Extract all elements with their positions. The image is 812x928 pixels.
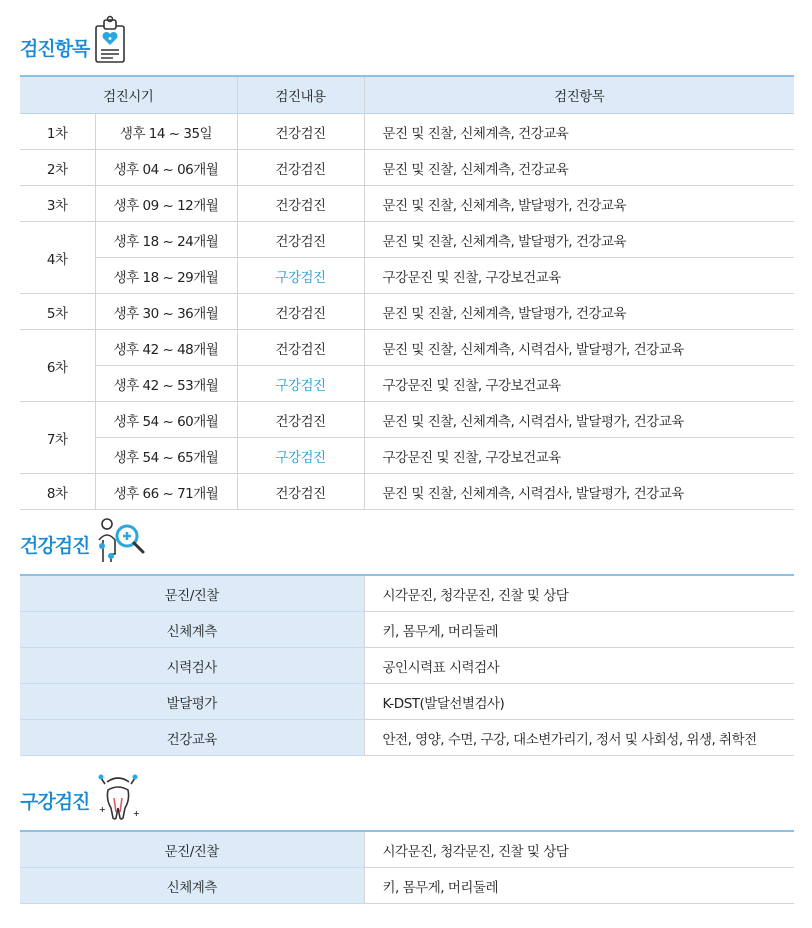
key-cell: 신체계측 <box>20 868 364 904</box>
round-cell: 2차 <box>20 150 95 186</box>
table-row <box>20 330 794 366</box>
value-cell: 키, 몸무게, 머리둘레 <box>364 868 794 904</box>
table-row <box>20 294 794 330</box>
table-row <box>20 186 794 222</box>
round-cell: 7차 <box>20 402 95 474</box>
table-row <box>20 114 794 150</box>
svg-text:+: + <box>133 809 140 818</box>
header-type: 검진내용 <box>237 76 364 114</box>
key-cell: 발달평가 <box>20 684 364 720</box>
key-cell: 신체계측 <box>20 612 364 648</box>
items-cell: 문진 및 진찰, 신체계측, 시력검사, 발달평가, 건강교육 <box>364 474 794 510</box>
round-cell: 3차 <box>20 186 95 222</box>
header-period: 검진시기 <box>20 76 237 114</box>
checkup-items-table <box>20 75 794 510</box>
table-row <box>20 402 794 438</box>
value-cell: 시각문진, 청각문진, 진찰 및 상담 <box>364 831 794 868</box>
items-cell: 구강문진 및 진찰, 구강보건교육 <box>364 258 794 294</box>
period-cell: 생후 66 ~ 71개월 <box>95 474 237 510</box>
section-title-health-checkup: 건강검진 <box>20 516 149 571</box>
period-cell: 생후 18 ~ 29개월 <box>95 258 237 294</box>
round-cell: 8차 <box>20 474 95 510</box>
value-cell: 안전, 영양, 수면, 구강, 대소변가리기, 정서 및 사회성, 위생, 취학전 <box>364 720 794 756</box>
value-cell: 공인시력표 시력검사 <box>364 648 794 684</box>
period-cell: 생후 54 ~ 60개월 <box>95 402 237 438</box>
clipboard-health-icon <box>93 14 127 69</box>
type-cell: 건강검진 <box>237 402 364 438</box>
table-row <box>20 612 794 648</box>
type-cell: 건강검진 <box>237 150 364 186</box>
type-cell: 건강검진 <box>237 222 364 258</box>
period-cell: 생후 54 ~ 65개월 <box>95 438 237 474</box>
items-cell: 문진 및 진찰, 신체계측, 건강교육 <box>364 150 794 186</box>
type-cell: 건강검진 <box>237 474 364 510</box>
items-cell: 구강문진 및 진찰, 구강보건교육 <box>364 438 794 474</box>
tooth-icon <box>93 772 143 827</box>
health-checkup-table <box>20 574 794 756</box>
type-cell: 건강검진 <box>237 114 364 150</box>
value-cell: 시각문진, 청각문진, 진찰 및 상담 <box>364 575 794 612</box>
period-cell: 생후 09 ~ 12개월 <box>95 186 237 222</box>
type-cell-oral: 구강검진 <box>237 438 364 474</box>
type-cell: 건강검진 <box>237 294 364 330</box>
type-cell: 건강검진 <box>237 186 364 222</box>
round-cell: 1차 <box>20 114 95 150</box>
type-cell-oral: 구강검진 <box>237 366 364 402</box>
table-row <box>20 438 794 474</box>
items-cell: 문진 및 진찰, 신체계측, 시력검사, 발달평가, 건강교육 <box>364 402 794 438</box>
table-row <box>20 150 794 186</box>
table-row <box>20 366 794 402</box>
section-title-oral-checkup: 구강검진 + + <box>20 772 143 827</box>
table-header-row <box>20 76 794 114</box>
key-cell: 건강교육 <box>20 720 364 756</box>
period-cell: 생후 04 ~ 06개월 <box>95 150 237 186</box>
value-cell: 키, 몸무게, 머리둘레 <box>364 612 794 648</box>
period-cell: 생후 30 ~ 36개월 <box>95 294 237 330</box>
oral-checkup-table <box>20 830 794 904</box>
svg-text:+: + <box>99 805 106 814</box>
items-cell: 문진 및 진찰, 신체계측, 건강교육 <box>364 114 794 150</box>
period-cell: 생후 42 ~ 53개월 <box>95 366 237 402</box>
type-cell: 건강검진 <box>237 330 364 366</box>
items-cell: 문진 및 진찰, 신체계측, 발달평가, 건강교육 <box>364 186 794 222</box>
period-cell: 생후 42 ~ 48개월 <box>95 330 237 366</box>
table-row <box>20 258 794 294</box>
round-cell: 6차 <box>20 330 95 402</box>
table-row <box>20 648 794 684</box>
doctor-magnifier-icon <box>93 516 149 571</box>
items-cell: 문진 및 진찰, 신체계측, 발달평가, 건강교육 <box>364 294 794 330</box>
table-row <box>20 868 794 904</box>
items-cell: 문진 및 진찰, 신체계측, 발달평가, 건강교육 <box>364 222 794 258</box>
header-items: 검진항목 <box>364 76 794 114</box>
table-row <box>20 831 794 868</box>
round-cell: 5차 <box>20 294 95 330</box>
table-row <box>20 720 794 756</box>
round-cell: 4차 <box>20 222 95 294</box>
period-cell: 생후 18 ~ 24개월 <box>95 222 237 258</box>
table-row <box>20 575 794 612</box>
key-cell: 문진/진찰 <box>20 831 364 868</box>
section-title-checkup-items: 검진항목 <box>20 14 127 69</box>
table-row <box>20 222 794 258</box>
table-row <box>20 474 794 510</box>
key-cell: 시력검사 <box>20 648 364 684</box>
key-cell: 문진/진찰 <box>20 575 364 612</box>
value-cell: K-DST(발달선별검사) <box>364 684 794 720</box>
table-row <box>20 684 794 720</box>
items-cell: 구강문진 및 진찰, 구강보건교육 <box>364 366 794 402</box>
type-cell-oral: 구강검진 <box>237 258 364 294</box>
items-cell: 문진 및 진찰, 신체계측, 시력검사, 발달평가, 건강교육 <box>364 330 794 366</box>
period-cell: 생후 14 ~ 35일 <box>95 114 237 150</box>
